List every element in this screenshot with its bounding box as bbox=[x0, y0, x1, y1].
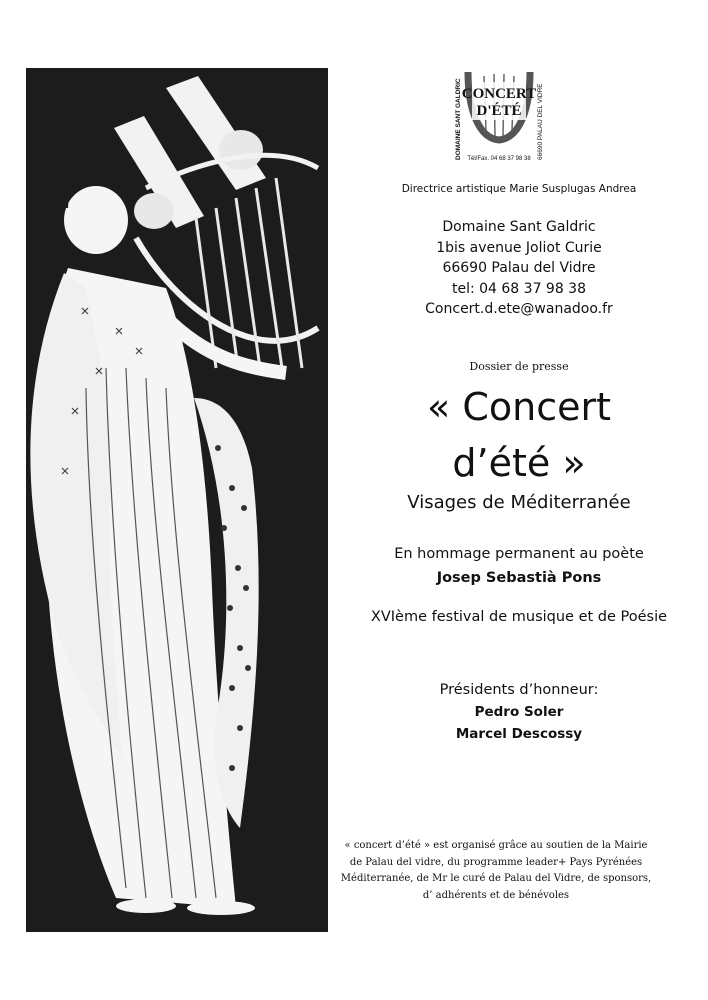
svg-text:DOMAINE SANT GALDRIC: DOMAINE SANT GALDRIC bbox=[455, 78, 462, 160]
main-title-line2: d’été » bbox=[452, 441, 586, 485]
email-link[interactable]: Concert.d.ete@wanadoo.fr bbox=[425, 301, 613, 317]
president-name: Pedro Soler bbox=[474, 704, 564, 720]
note-line: Méditerranée, de Mr le curé de Palau del Vidre, de sponsors, bbox=[340, 873, 652, 884]
festival-text: XVIème festival de musique et de Poésie bbox=[370, 609, 668, 625]
main-title-line1: « Concert bbox=[427, 385, 611, 429]
address-line: 1bis avenue Joliot Curie bbox=[436, 239, 602, 256]
note-line: d’ adhérents et de bénévoles bbox=[422, 889, 570, 901]
lyre-logo-icon bbox=[448, 68, 550, 164]
sponsor-note bbox=[328, 838, 664, 904]
svg-text:CONCERT: CONCERT bbox=[461, 86, 537, 102]
address-block bbox=[330, 217, 708, 320]
lyre-player-illustration bbox=[26, 68, 328, 932]
svg-text:D'ÉTÉ: D'ÉTÉ bbox=[476, 103, 522, 119]
subtitle: Visages de Méditerranée bbox=[407, 492, 631, 513]
hommage-text: En hommage permanent au poète bbox=[394, 546, 644, 562]
note-line: « concert d’été » est organisé grâce au soutien de la Mairie bbox=[344, 840, 648, 851]
phone: tel: 04 68 37 98 38 bbox=[451, 280, 587, 297]
president-name: Marcel Descossy bbox=[455, 726, 583, 742]
svg-text:Tél/Fax. 04 68 37 98 38: Tél/Fax. 04 68 37 98 38 bbox=[467, 156, 531, 162]
svg-text:66690 PALAU DEL VIDRE: 66690 PALAU DEL VIDRE bbox=[537, 83, 544, 160]
address-line: Domaine Sant Galdric bbox=[442, 219, 596, 235]
dossier-label: Dossier de presse bbox=[469, 360, 569, 373]
note-line: de Palau del vidre, du programme leader+ Pays Pyrénées bbox=[349, 856, 643, 868]
address-line: 66690 Palau del Vidre bbox=[442, 260, 596, 276]
poet-name: Josep Sebastià Pons bbox=[436, 570, 602, 586]
concert-dete-logo bbox=[448, 68, 550, 164]
artistic-director: Directrice artistique Marie Susplugas Andrea bbox=[401, 183, 637, 195]
presidents-label: Présidents d’honneur: bbox=[439, 682, 599, 698]
